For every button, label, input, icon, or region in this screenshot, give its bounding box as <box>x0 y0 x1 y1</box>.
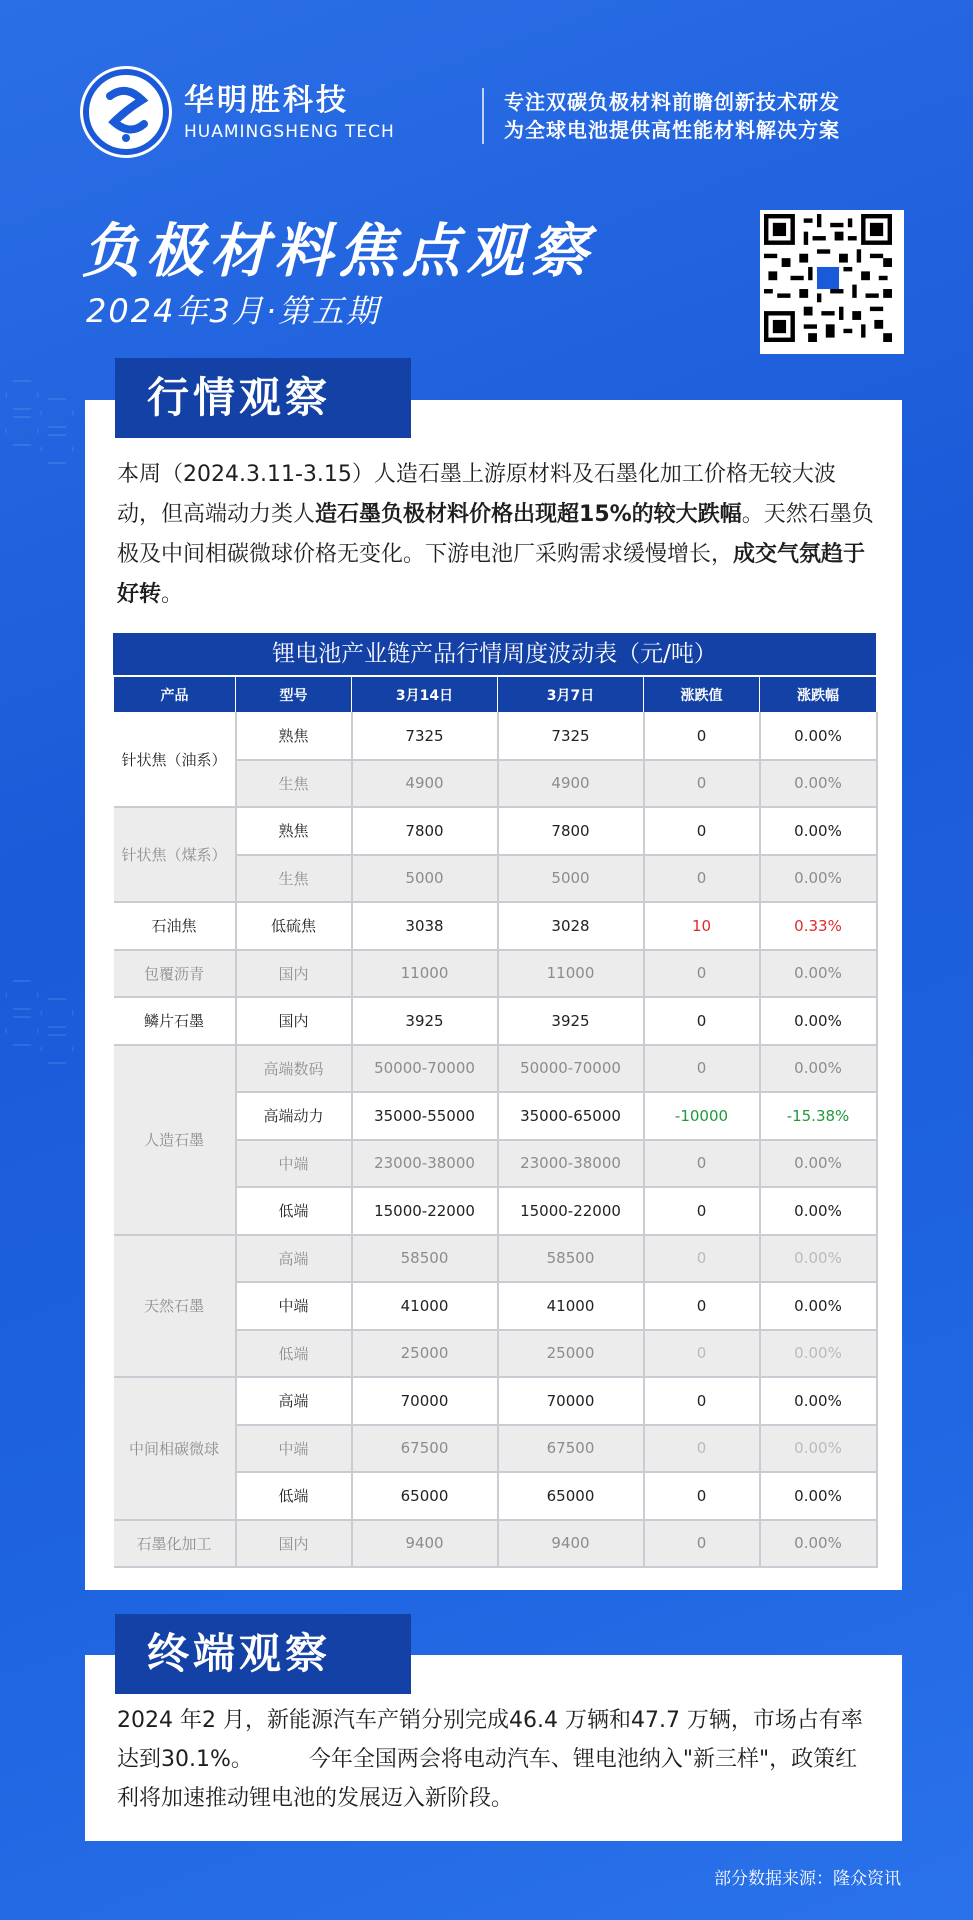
table-row <box>114 902 877 950</box>
price-table <box>113 676 878 1568</box>
qr-code-icon <box>764 214 892 342</box>
cell-mar14: 15000-22000 <box>352 1187 498 1235</box>
cell-change: -10000 <box>644 1092 760 1140</box>
cell-model: 低硫焦 <box>236 902 352 950</box>
cell-change: 0 <box>644 1140 760 1188</box>
cell-model: 生焦 <box>236 855 352 903</box>
table-row <box>114 1520 877 1568</box>
cell-mar7: 67500 <box>498 1425 644 1473</box>
cell-change-pct: 0.00% <box>760 807 877 855</box>
cell-change-pct: 0.00% <box>760 1282 877 1330</box>
table-row <box>114 1045 877 1093</box>
cell-change-pct: 0.00% <box>760 997 877 1045</box>
market-summary <box>117 455 874 615</box>
cell-mar7: 58500 <box>498 1235 644 1283</box>
slogan-line-2: 为全球电池提供高性能材料解决方案 <box>504 118 840 142</box>
hexagon-pattern-left <box>0 380 90 1280</box>
cell-model: 低端 <box>236 1187 352 1235</box>
cell-mar14: 7800 <box>352 807 498 855</box>
cell-mar14: 35000-55000 <box>352 1092 498 1140</box>
summary-text-3: 。 <box>161 582 184 607</box>
cell-change: 0 <box>644 1377 760 1425</box>
cell-mar14: 25000 <box>352 1330 498 1378</box>
group-needle-coke-coal: 针状焦（煤系） <box>114 807 236 902</box>
cell-change: 0 <box>644 1282 760 1330</box>
summary-highlight-2: 成交气氛趋于好转 <box>117 542 866 607</box>
cell-model: 国内 <box>236 997 352 1045</box>
cell-change-pct: 0.00% <box>760 1187 877 1235</box>
col-header-mar14: 3月14日 <box>352 677 498 713</box>
cell-model: 熟焦 <box>236 713 352 760</box>
cell-mar7: 7325 <box>498 713 644 760</box>
cell-mar14: 70000 <box>352 1377 498 1425</box>
summary-highlight-1: 造石墨负极材料价格出现超15%的较大跌幅 <box>315 502 742 527</box>
table-row <box>114 1235 877 1283</box>
cell-change: 0 <box>644 997 760 1045</box>
section-tag-terminal: 终端观察 <box>115 1614 411 1694</box>
cell-mar14: 58500 <box>352 1235 498 1283</box>
cell-change: 0 <box>644 1045 760 1093</box>
cell-change-pct: 0.00% <box>760 855 877 903</box>
price-table-title: 锂电池产业链产品行情周度波动表（元/吨） <box>113 633 876 675</box>
table-row <box>114 997 877 1045</box>
cell-change-pct: 0.00% <box>760 713 877 760</box>
cell-mar14: 5000 <box>352 855 498 903</box>
cell-change-pct: 0.00% <box>760 1425 877 1473</box>
cell-mar7: 35000-65000 <box>498 1092 644 1140</box>
cell-mar14: 3038 <box>352 902 498 950</box>
group-petroleum-coke: 石油焦 <box>114 902 236 950</box>
group-natural-graphite: 天然石墨 <box>114 1235 236 1378</box>
cell-mar14: 9400 <box>352 1520 498 1568</box>
cell-mar7: 4900 <box>498 760 644 808</box>
cell-model: 高端 <box>236 1235 352 1283</box>
col-header-mar7: 3月7日 <box>498 677 644 713</box>
cell-change: 0 <box>644 807 760 855</box>
cell-change: 10 <box>644 902 760 950</box>
company-logo <box>80 66 172 158</box>
cell-mar14: 65000 <box>352 1472 498 1520</box>
data-source-note: 部分数据来源：隆众资讯 <box>714 1869 901 1889</box>
summary-text-2: 。天然石墨负极及中间相碳微球价格无变化。下游电池厂采购需求缓慢增长， <box>117 502 874 567</box>
cell-model: 熟焦 <box>236 807 352 855</box>
cell-mar7: 23000-38000 <box>498 1140 644 1188</box>
cell-mar14: 23000-38000 <box>352 1140 498 1188</box>
cell-change-pct: 0.33% <box>760 902 877 950</box>
cell-model: 低端 <box>236 1330 352 1378</box>
cell-mar7: 3925 <box>498 997 644 1045</box>
slogan-line-1: 专注双碳负极材料前瞻创新技术研发 <box>504 90 840 114</box>
cell-change-pct: 0.00% <box>760 1045 877 1093</box>
col-header-model: 型号 <box>236 677 352 713</box>
cell-mar14: 50000-70000 <box>352 1045 498 1093</box>
section-tag-market: 行情观察 <box>115 358 411 438</box>
page-title: 负极材料焦点观察 <box>82 217 595 285</box>
cell-mar7: 3028 <box>498 902 644 950</box>
col-header-change-pct: 涨跌幅 <box>760 677 877 713</box>
qr-code[interactable] <box>760 210 904 354</box>
cell-mar7: 65000 <box>498 1472 644 1520</box>
cell-model: 中端 <box>236 1140 352 1188</box>
cell-model: 中端 <box>236 1425 352 1473</box>
brand-name-en: HUAMINGSHENG TECH <box>184 122 395 142</box>
cell-change: 0 <box>644 1187 760 1235</box>
cell-change: 0 <box>644 1425 760 1473</box>
cell-mar14: 4900 <box>352 760 498 808</box>
issue-label: 2024年3月·第五期 <box>86 292 380 330</box>
cell-change: 0 <box>644 1330 760 1378</box>
group-needle-coke-oil: 针状焦（油系） <box>114 713 236 808</box>
table-row <box>114 1377 877 1425</box>
cell-model: 国内 <box>236 1520 352 1568</box>
cell-change-pct: 0.00% <box>760 1472 877 1520</box>
cell-mar7: 70000 <box>498 1377 644 1425</box>
group-graphitization: 石墨化加工 <box>114 1520 236 1568</box>
cell-change-pct: 0.00% <box>760 1520 877 1568</box>
cell-model: 国内 <box>236 950 352 998</box>
cell-change-pct: 0.00% <box>760 1140 877 1188</box>
table-row <box>114 807 877 855</box>
cell-change: 0 <box>644 950 760 998</box>
table-header-row <box>114 677 877 713</box>
header-divider <box>482 88 484 144</box>
cell-mar14: 67500 <box>352 1425 498 1473</box>
cell-change: 0 <box>644 1235 760 1283</box>
table-row <box>114 713 877 760</box>
cell-change-pct: 0.00% <box>760 760 877 808</box>
col-header-change: 涨跌值 <box>644 677 760 713</box>
cell-change-pct: 0.00% <box>760 1330 877 1378</box>
cell-mar7: 9400 <box>498 1520 644 1568</box>
cell-change-pct: 0.00% <box>760 1377 877 1425</box>
cell-mar14: 3925 <box>352 997 498 1045</box>
cell-model: 高端 <box>236 1377 352 1425</box>
cell-change-pct: 0.00% <box>760 950 877 998</box>
cell-change: 0 <box>644 1472 760 1520</box>
summary-text-1: 本周（2024.3.11-3.15）人造石墨上游原材料及石墨化加工价格无较大波动，但高端动力类人 <box>117 462 836 527</box>
cell-mar7: 15000-22000 <box>498 1187 644 1235</box>
cell-model: 高端数码 <box>236 1045 352 1093</box>
cell-model: 中端 <box>236 1282 352 1330</box>
cell-mar14: 7325 <box>352 713 498 760</box>
table-row <box>114 950 877 998</box>
col-header-product: 产品 <box>114 677 236 713</box>
group-mesocarbon-microbeads: 中间相碳微球 <box>114 1377 236 1520</box>
group-artificial-graphite: 人造石墨 <box>114 1045 236 1235</box>
cell-mar7: 5000 <box>498 855 644 903</box>
slogan <box>504 88 840 144</box>
brand-name-cn: 华明胜科技 <box>184 83 349 118</box>
cell-change: 0 <box>644 1520 760 1568</box>
group-coating-pitch: 包覆沥青 <box>114 950 236 998</box>
cell-model: 低端 <box>236 1472 352 1520</box>
cell-mar14: 11000 <box>352 950 498 998</box>
cell-change: 0 <box>644 713 760 760</box>
terminal-summary: 2024 年2 月，新能源汽车产销分别完成46.4 万辆和47.7 万辆，市场占有率达到30.1%。 今年全国两会将电动汽车、锂电池纳入"新三样"，政策红利将加速推动锂电池的发展迈入新阶段。 <box>117 1708 863 1811</box>
cell-model: 高端动力 <box>236 1092 352 1140</box>
cell-mar7: 25000 <box>498 1330 644 1378</box>
cell-change: 0 <box>644 760 760 808</box>
cell-change-pct: 0.00% <box>760 1235 877 1283</box>
cell-mar14: 41000 <box>352 1282 498 1330</box>
cell-change: 0 <box>644 855 760 903</box>
header <box>80 66 933 161</box>
cell-mar7: 7800 <box>498 807 644 855</box>
group-flake-graphite: 鳞片石墨 <box>114 997 236 1045</box>
cell-mar7: 41000 <box>498 1282 644 1330</box>
cell-mar7: 11000 <box>498 950 644 998</box>
cell-change-pct: -15.38% <box>760 1092 877 1140</box>
cell-model: 生焦 <box>236 760 352 808</box>
brand <box>184 84 395 142</box>
market-observation-card <box>85 400 902 1590</box>
cell-mar7: 50000-70000 <box>498 1045 644 1093</box>
